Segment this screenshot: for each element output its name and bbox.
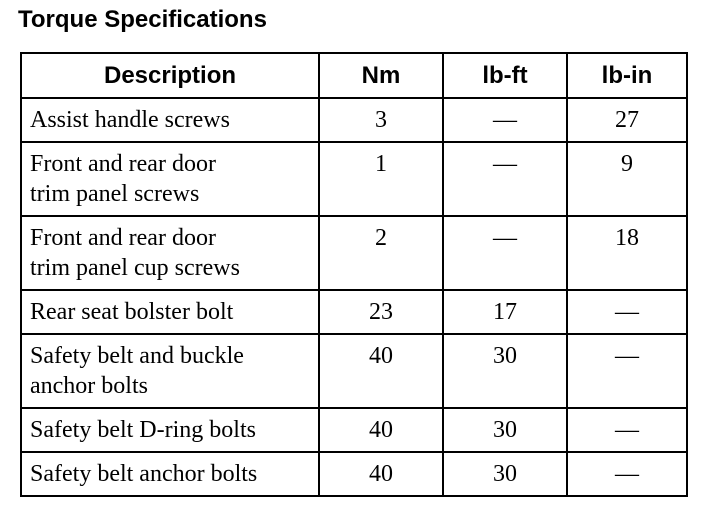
lb-in-cell: — [567, 290, 687, 334]
table-row [21, 452, 687, 496]
table-row [21, 98, 687, 142]
nm-cell: 3 [319, 98, 443, 142]
lb-ft-cell: — [443, 216, 567, 290]
description-cell: Front and rear door trim panel cup screws [21, 216, 319, 290]
table-row [21, 334, 687, 408]
description-cell: Front and rear door trim panel screws [21, 142, 319, 216]
description-cell: Assist handle screws [21, 98, 319, 142]
nm-cell: 40 [319, 452, 443, 496]
table-row [21, 290, 687, 334]
nm-cell: 2 [319, 216, 443, 290]
nm-cell: 40 [319, 334, 443, 408]
lb-ft-cell: — [443, 98, 567, 142]
lb-ft-cell: 17 [443, 290, 567, 334]
column-header-lb-ft: lb-ft [443, 53, 567, 98]
page-title: Torque Specifications [18, 6, 267, 33]
table-row [21, 216, 687, 290]
column-header-nm: Nm [319, 53, 443, 98]
lb-ft-cell: 30 [443, 334, 567, 408]
description-cell: Safety belt anchor bolts [21, 452, 319, 496]
column-header-lb-in: lb-in [567, 53, 687, 98]
lb-ft-cell: 30 [443, 408, 567, 452]
table-row [21, 408, 687, 452]
nm-cell: 1 [319, 142, 443, 216]
description-cell: Safety belt D-ring bolts [21, 408, 319, 452]
table-header-row [21, 53, 687, 98]
table-row [21, 142, 687, 216]
lb-ft-cell: 30 [443, 452, 567, 496]
column-header-description: Description [21, 53, 319, 98]
lb-ft-cell: — [443, 142, 567, 216]
lb-in-cell: — [567, 334, 687, 408]
lb-in-cell: — [567, 452, 687, 496]
nm-cell: 40 [319, 408, 443, 452]
description-cell: Rear seat bolster bolt [21, 290, 319, 334]
lb-in-cell: 18 [567, 216, 687, 290]
lb-in-cell: — [567, 408, 687, 452]
nm-cell: 23 [319, 290, 443, 334]
lb-in-cell: 9 [567, 142, 687, 216]
torque-specifications-table [20, 52, 688, 497]
description-cell: Safety belt and buckle anchor bolts [21, 334, 319, 408]
lb-in-cell: 27 [567, 98, 687, 142]
